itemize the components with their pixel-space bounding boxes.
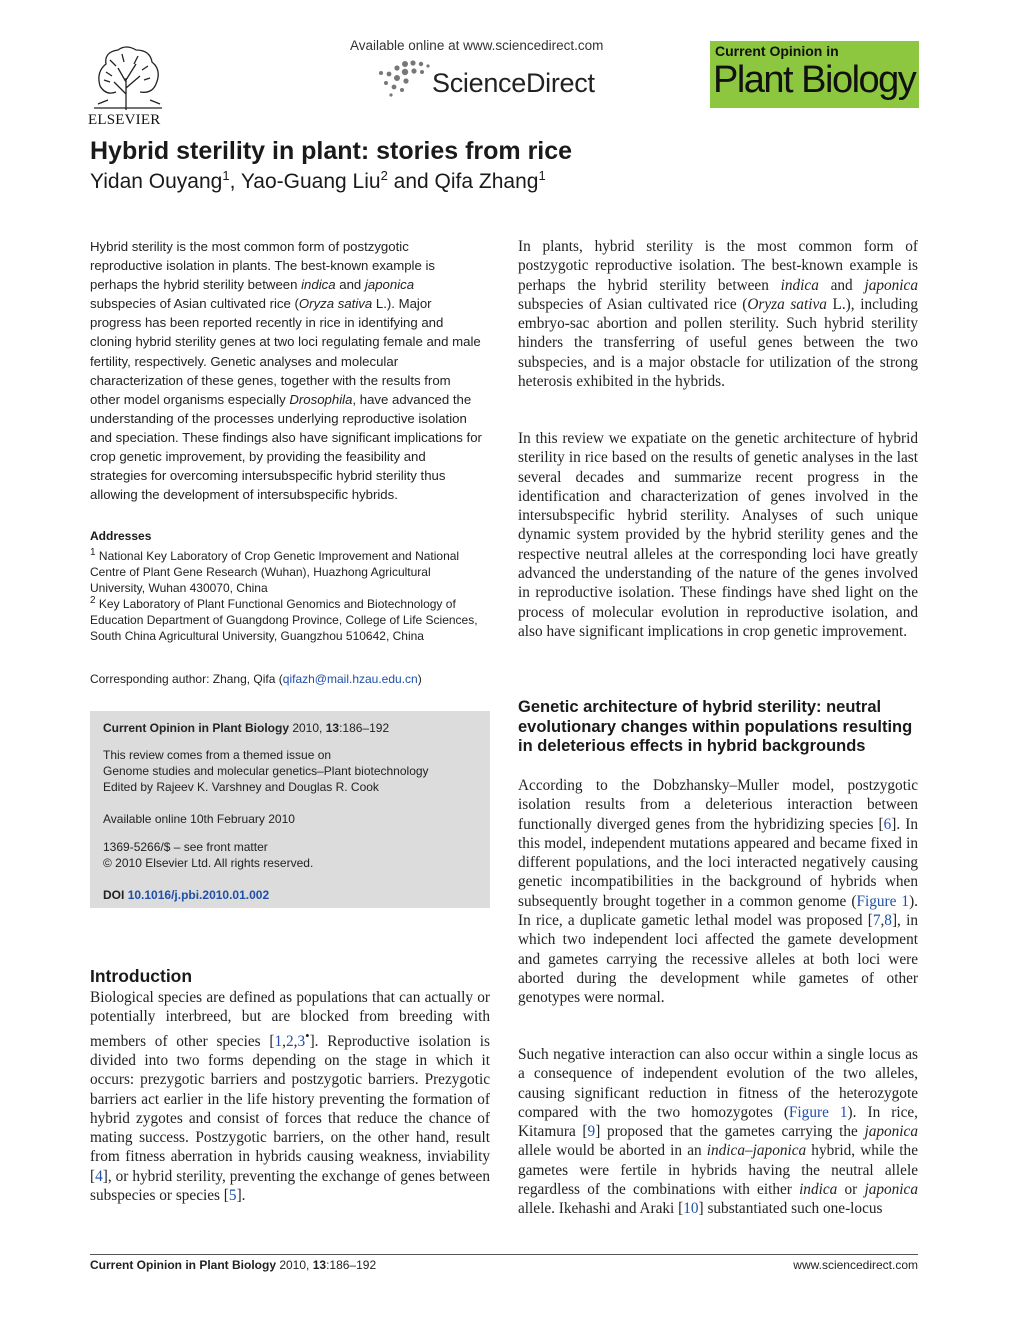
corresponding-label: Corresponding author: Zhang, Qifa (: [90, 672, 283, 686]
corresponding-author: [90, 672, 485, 686]
abstract-text: L.). Major progress has been reported recently in rice in identifying and cloning hybrid sterility genes at two loci regulating female and male fertility, respectively. Genetic analyses and molecular characterization of these genes, together with the results from other model organisms especially: [90, 296, 481, 407]
author-list: [90, 168, 546, 194]
body-text: L.), including embryo-sac abortion and pollen sterility. Such hybrid sterility hinders the transferring of useful genes between the two subspecies, and is a major obstacle for utilization of the strong heterosis exhibited in the hybrids.: [518, 295, 918, 391]
body-text: ,: [293, 1032, 298, 1050]
elsevier-wordmark: ELSEVIER: [88, 112, 161, 128]
infobox-issn: 1369-5266/$ – see front matter: [103, 840, 268, 854]
sciencedirect-wordmark: ScienceDirect: [432, 68, 595, 98]
body-text: ,: [282, 1032, 286, 1050]
body-text: subspecies of Asian cultivated rice (: [518, 295, 748, 313]
abstract-text: and: [335, 277, 365, 293]
body-text: Such negative interaction can also occur within a single locus as a consequence of independent evolution of the two alleles, causing significant reduction in fitness of the heterozygote compared with the two homozygotes (: [518, 1046, 918, 1121]
body-text: or: [837, 1181, 865, 1199]
abstract-italic: Oryza sativa: [298, 296, 373, 312]
reference-link[interactable]: 2: [285, 1032, 294, 1050]
infobox-journal: Current Opinion in Plant Biology: [103, 721, 289, 735]
addresses-heading: Addresses: [90, 529, 152, 543]
body-text: allele would be aborted in an: [518, 1142, 707, 1160]
body-italic: indica: [799, 1181, 838, 1199]
reference-link[interactable]: 7: [872, 912, 881, 930]
body-text: ]. In this model, independent mutations appeared and became fixed in different populations, and the loci interacted negatively causing genetic incompatibilities in the background of hybrids when subsequently brought together in a common genome (: [518, 815, 918, 910]
abstract-italic: japonica: [364, 277, 415, 293]
reference-link[interactable]: 3: [297, 1032, 306, 1050]
body-text: According to the Dobzhansky–Muller model, postzygotic isolation results from a deleterious interaction between functionally diverged genes from the hybridizing species [: [518, 777, 918, 833]
infobox-theme-line2: Genome studies and molecular genetics–Plant biotechnology: [103, 764, 429, 778]
section-heading: Genetic architecture of hybrid sterility: neutral evolutionary changes within populations resulting in deleterious effects in hybrid backgrounds: [518, 698, 913, 755]
doi-label: DOI: [103, 888, 125, 902]
body-text: ], or hybrid sterility, preventing the exchange of genes between subspecies or species [: [90, 1167, 490, 1205]
affiliation-marker: 1: [538, 168, 546, 183]
infobox-year: 2010,: [289, 721, 326, 735]
body-text: ). In rice, Kitamura [: [518, 1103, 919, 1141]
body-text: ). In rice, a duplicate gametic lethal model was proposed [: [518, 892, 918, 930]
address-number: 1: [90, 547, 96, 558]
infobox-available: Available online 10th February 2010: [103, 812, 295, 826]
author-name[interactable]: Yidan Ouyang: [90, 170, 223, 193]
body-paragraph: [518, 776, 918, 1008]
abstract-text: subspecies of Asian cultivated rice (: [90, 296, 299, 312]
infobox-doi: [103, 887, 488, 903]
footer-pages: :186–192: [326, 1258, 377, 1272]
figure-link[interactable]: Figure 1: [788, 1103, 848, 1121]
body-text: ,: [880, 912, 885, 930]
infobox-theme-line1: This review comes from a themed issue on: [103, 748, 332, 762]
body-paragraph: [518, 1045, 918, 1219]
author-separator: and: [387, 170, 435, 193]
footer-volume: 13: [312, 1258, 327, 1272]
address-number: 2: [90, 595, 96, 606]
abstract-text: , have advanced the understanding of the processes underlying reproductive isolation and speciation. These findings also have significant implications for crop genetic improvement, by providing the feasibility and strategies for overcoming intersubspecific hybrid sterility thus allowing the development of intersubspecific hybrids.: [90, 391, 482, 503]
corresponding-suffix: ): [417, 672, 422, 686]
address-text: Key Laboratory of Plant Functional Genomics and Biotechnology of Education Department of Guangdong Province, College of Life Sciences, South China Agricultural University, Guangzhou 510642, China: [90, 597, 478, 644]
reference-link[interactable]: 5: [228, 1187, 237, 1205]
body-text: ] substantiated such one-locus: [698, 1200, 883, 1218]
body-text: Biological species are defined as populations that can actually or potentially interbreed, but are blocked from breeding with members of other species [: [90, 989, 490, 1050]
address-text: National Key Laboratory of Crop Genetic Improvement and National Centre of Plant Gene Research (Wuhan), Huazhong Agricultural University, Wuhan 430070, China: [90, 549, 460, 596]
doi-link[interactable]: 10.1016/j.pbi.2010.01.002: [127, 888, 270, 902]
introduction-paragraph: [90, 988, 490, 1205]
footer-divider: [90, 1254, 918, 1255]
body-text: ] proposed that the gametes carrying the: [595, 1123, 865, 1141]
footer-website[interactable]: www.sciencedirect.com: [793, 1258, 918, 1272]
introduction-heading: Introduction: [90, 966, 193, 986]
body-text: hybrid, while the gametes were fertile in hybrids having the neutral allele regardless of the combinations with either: [518, 1142, 918, 1199]
author-name[interactable]: Qifa Zhang: [434, 170, 539, 193]
body-paragraph: In this review we expatiate on the genetic architecture of hybrid sterility in rice based on the results of genetic analyses in the last several decades and summarize recent progress in the identification and characterization of genes involved in the intersubspecific hybrid sterility. Analyses of such unique dynamic system provided by the hybrid sterility genes and the respective neutral alleles at the corresponding loci have greatly advanced the understanding of the nature of the genes involved in reproductive isolation. These findings have shed light on the process of molecular evolution in reproductive isolation, and also have significant implications in crop genetic improvement.: [518, 430, 918, 640]
sciencedirect-dots-icon: [375, 58, 435, 98]
body-italic: japonica: [864, 1181, 918, 1199]
body-text: ], in which two independent loci affected the gamete development and gametes carrying the recessive alleles at both loci were aborted during the development while gametes of other genotypes were normal.: [518, 912, 918, 1007]
reference-link[interactable]: 1: [274, 1032, 283, 1050]
infobox-editors: Edited by Rajeev K. Varshney and Douglas R. Cook: [103, 780, 379, 794]
elsevier-logo[interactable]: [88, 42, 168, 130]
page-header: [0, 0, 1020, 135]
body-text: ].: [236, 1187, 246, 1205]
reference-link[interactable]: 9: [587, 1123, 596, 1141]
sciencedirect-logo[interactable]: [375, 58, 615, 102]
article-title: Hybrid sterility in plant: stories from rice: [90, 137, 573, 165]
body-paragraph: [518, 237, 918, 391]
infobox-pages: :186–192: [339, 721, 390, 735]
abstract-text: Hybrid sterility is the most common form of postzygotic reproductive isolation in plants. The best-known example is perhaps the hybrid sterility between: [90, 239, 436, 293]
abstract: [90, 237, 482, 504]
reference-bullet: •: [305, 1028, 310, 1043]
article-info-box: [90, 711, 490, 908]
footer-journal: Current Opinion in Plant Biology: [90, 1258, 276, 1272]
author-name[interactable]: Yao-Guang Liu: [240, 170, 381, 193]
reference-link[interactable]: 8: [884, 912, 892, 930]
abstract-italic: indica: [301, 277, 336, 293]
address-1: [90, 545, 485, 597]
email-link[interactable]: qifazh@mail.hzau.edu.cn: [282, 672, 418, 686]
author-separator: ,: [229, 170, 241, 193]
body-italic: japonica: [864, 276, 918, 294]
footer-citation: [90, 1258, 376, 1272]
reference-link[interactable]: 10: [683, 1200, 699, 1218]
elsevier-tree-icon: [92, 42, 164, 112]
journal-badge-line1: Current Opinion in: [715, 43, 839, 59]
affiliation-marker: 1: [222, 168, 230, 183]
body-text: and: [818, 276, 865, 294]
reference-link[interactable]: 6: [883, 815, 892, 833]
available-online-text: Available online at www.sciencedirect.com: [350, 38, 604, 53]
body-italic: Oryza sativa: [747, 295, 827, 313]
reference-link[interactable]: 4: [95, 1167, 103, 1185]
journal-badge-line2: Plant Biology: [713, 59, 916, 101]
body-text: allele. Ikehashi and Araki [: [518, 1200, 684, 1218]
body-italic: indica–japonica: [706, 1142, 807, 1160]
infobox-copyright: © 2010 Elsevier Ltd. All rights reserved.: [103, 856, 314, 870]
journal-badge[interactable]: [710, 41, 919, 108]
body-italic: indica: [780, 276, 819, 294]
body-text: In plants, hybrid sterility is the most common form of postzygotic reproductive isolation. The best-known example is perhaps the hybrid sterility between: [518, 238, 918, 294]
body-italic: japonica: [864, 1123, 918, 1141]
body-text: ]. Reproductive isolation is divided into two forms depending on the stage in which it occurs: prezygotic barriers and postzygotic barriers. Prezygotic barriers act earlier in the life history preventing the formation of hybrid zygotes and consist of forces that reduce the chance of mating success. Postzygotic barriers, on the other hand, result from fitness aberration in hybrids causing weakness, inviability [: [90, 1032, 490, 1185]
footer-year: 2010,: [276, 1258, 313, 1272]
address-2: [90, 593, 485, 645]
infobox-volume: 13: [325, 721, 340, 735]
abstract-italic: Drosophila: [289, 391, 353, 407]
figure-link[interactable]: Figure 1: [856, 892, 910, 910]
infobox-citation: [103, 720, 488, 736]
affiliation-marker: 2: [380, 168, 388, 183]
